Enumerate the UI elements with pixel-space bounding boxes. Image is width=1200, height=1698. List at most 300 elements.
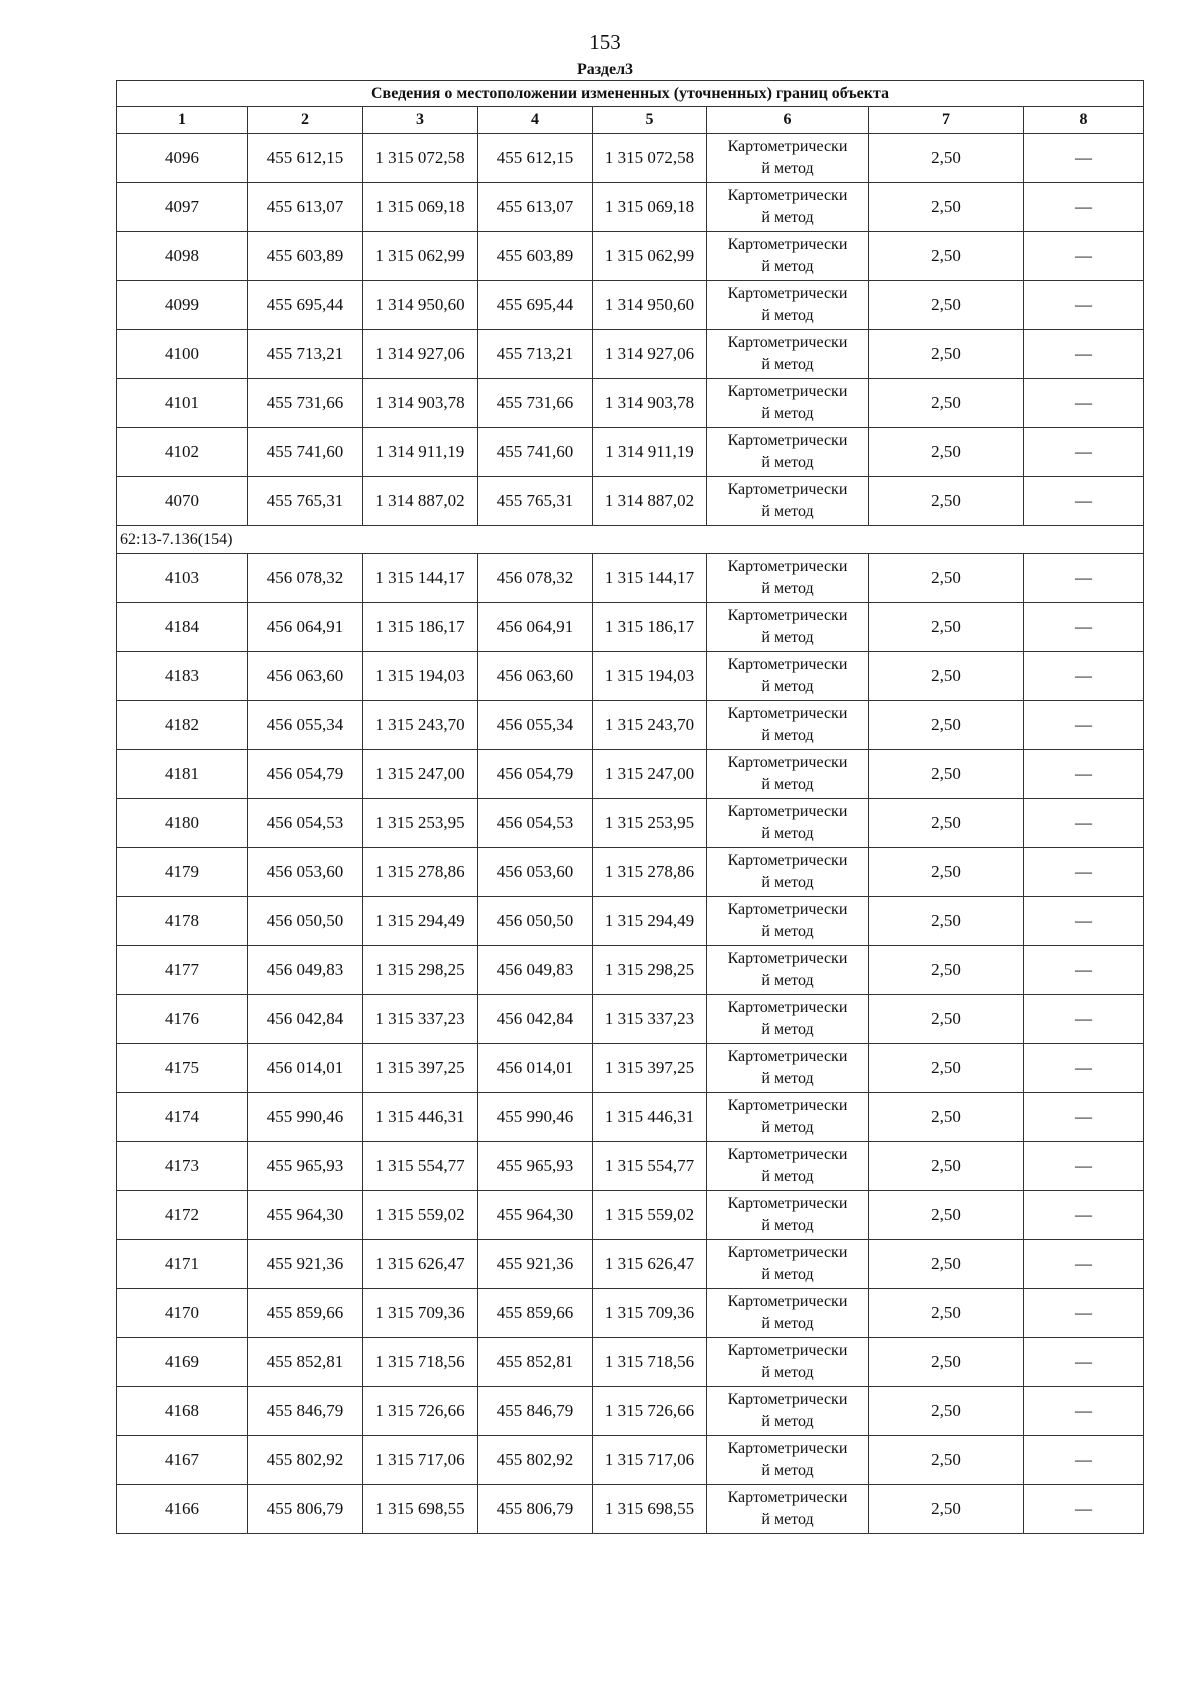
method-line: Картометрически	[727, 1097, 848, 1114]
cell-method	[707, 1338, 869, 1387]
cell-x2: 455 603,89	[478, 232, 593, 281]
cell-accuracy: 2,50	[869, 799, 1024, 848]
cell-x2: 455 921,36	[478, 1240, 593, 1289]
cell-y1: 1 314 911,19	[363, 428, 478, 477]
cell-x2: 455 859,66	[478, 1289, 593, 1338]
cell-method	[707, 1142, 869, 1191]
cell-x2: 456 014,01	[478, 1044, 593, 1093]
method-line: Картометрически	[727, 285, 848, 302]
cell-y1: 1 315 194,03	[363, 652, 478, 701]
cell-point: 4096	[117, 134, 248, 183]
cell-accuracy: 2,50	[869, 1240, 1024, 1289]
cell-x2: 456 050,50	[478, 897, 593, 946]
method-line: Картометрически	[727, 1293, 848, 1310]
cell-method	[707, 1485, 869, 1534]
method-line: й метод	[761, 1217, 814, 1234]
cell-col8: —	[1024, 799, 1144, 848]
cell-x1: 456 054,79	[248, 750, 363, 799]
cell-x2: 455 713,21	[478, 330, 593, 379]
method-line: Картометрически	[727, 754, 848, 771]
method-line: й метод	[761, 258, 814, 275]
cell-col8: —	[1024, 330, 1144, 379]
cell-accuracy: 2,50	[869, 477, 1024, 526]
cell-accuracy: 2,50	[869, 1191, 1024, 1240]
cell-y2: 1 315 718,56	[593, 1338, 707, 1387]
cell-y1: 1 315 397,25	[363, 1044, 478, 1093]
cell-y1: 1 315 072,58	[363, 134, 478, 183]
method-line: Картометрически	[727, 656, 848, 673]
cell-x2: 455 965,93	[478, 1142, 593, 1191]
group-row	[117, 526, 1144, 554]
cell-y2: 1 315 626,47	[593, 1240, 707, 1289]
method-line: й метод	[761, 1070, 814, 1087]
cell-y1: 1 315 446,31	[363, 1093, 478, 1142]
cell-point: 4181	[117, 750, 248, 799]
cell-method	[707, 1436, 869, 1485]
cell-x1: 455 713,21	[248, 330, 363, 379]
cell-y1: 1 314 950,60	[363, 281, 478, 330]
method-line: Картометрически	[727, 383, 848, 400]
method-line: Картометрически	[727, 187, 848, 204]
cell-x1: 456 050,50	[248, 897, 363, 946]
method-line: Картометрически	[727, 481, 848, 498]
method-line: Картометрически	[727, 138, 848, 155]
method-line: Картометрически	[727, 236, 848, 253]
column-number: 3	[363, 107, 478, 134]
cell-y1: 1 315 253,95	[363, 799, 478, 848]
table-row	[117, 701, 1144, 750]
table-row	[117, 281, 1144, 330]
cell-point: 4166	[117, 1485, 248, 1534]
method-line: й метод	[761, 825, 814, 842]
method-line: й метод	[761, 405, 814, 422]
table-row	[117, 946, 1144, 995]
cell-accuracy: 2,50	[869, 330, 1024, 379]
cell-x2: 456 049,83	[478, 946, 593, 995]
cell-y2: 1 315 072,58	[593, 134, 707, 183]
cell-point: 4169	[117, 1338, 248, 1387]
cell-x1: 456 049,83	[248, 946, 363, 995]
table-row	[117, 750, 1144, 799]
cell-point: 4170	[117, 1289, 248, 1338]
cell-point: 4167	[117, 1436, 248, 1485]
cell-point: 4070	[117, 477, 248, 526]
cell-x2: 455 964,30	[478, 1191, 593, 1240]
method-line: Картометрически	[727, 334, 848, 351]
method-line: й метод	[761, 1119, 814, 1136]
cell-x1: 456 063,60	[248, 652, 363, 701]
cell-accuracy: 2,50	[869, 1387, 1024, 1436]
cell-y1: 1 315 069,18	[363, 183, 478, 232]
cell-point: 4103	[117, 554, 248, 603]
cell-y1: 1 315 186,17	[363, 603, 478, 652]
cell-y2: 1 315 554,77	[593, 1142, 707, 1191]
cell-col8: —	[1024, 1191, 1144, 1240]
cell-x2: 456 064,91	[478, 603, 593, 652]
cell-x1: 455 741,60	[248, 428, 363, 477]
table-caption: Сведения о местоположении измененных (уточненных) границ объекта	[117, 81, 1144, 107]
cell-y2: 1 315 709,36	[593, 1289, 707, 1338]
table-row	[117, 799, 1144, 848]
cell-x1: 455 921,36	[248, 1240, 363, 1289]
cell-col8: —	[1024, 750, 1144, 799]
method-line: й метод	[761, 209, 814, 226]
cell-x1: 456 054,53	[248, 799, 363, 848]
cell-method	[707, 1240, 869, 1289]
cell-y1: 1 315 698,55	[363, 1485, 478, 1534]
method-line: й метод	[761, 580, 814, 597]
cell-y1: 1 314 903,78	[363, 379, 478, 428]
cell-y2: 1 315 144,17	[593, 554, 707, 603]
method-line: й метод	[761, 356, 814, 373]
cell-point: 4183	[117, 652, 248, 701]
method-line: й метод	[761, 160, 814, 177]
cell-x2: 456 055,34	[478, 701, 593, 750]
cell-method	[707, 995, 869, 1044]
table-row	[117, 1338, 1144, 1387]
cell-y2: 1 314 887,02	[593, 477, 707, 526]
cell-y2: 1 314 950,60	[593, 281, 707, 330]
cell-point: 4184	[117, 603, 248, 652]
column-number-row	[117, 107, 1144, 134]
table-row	[117, 134, 1144, 183]
cell-col8: —	[1024, 1142, 1144, 1191]
cell-point: 4102	[117, 428, 248, 477]
cell-y1: 1 315 626,47	[363, 1240, 478, 1289]
cell-x1: 456 055,34	[248, 701, 363, 750]
cell-accuracy: 2,50	[869, 1142, 1024, 1191]
table-row	[117, 554, 1144, 603]
cell-accuracy: 2,50	[869, 232, 1024, 281]
cell-col8: —	[1024, 897, 1144, 946]
table-row	[117, 1485, 1144, 1534]
cell-y2: 1 315 069,18	[593, 183, 707, 232]
cell-method	[707, 330, 869, 379]
cell-y1: 1 315 726,66	[363, 1387, 478, 1436]
cell-col8: —	[1024, 603, 1144, 652]
cell-accuracy: 2,50	[869, 1338, 1024, 1387]
cell-y1: 1 315 709,36	[363, 1289, 478, 1338]
cell-y1: 1 315 718,56	[363, 1338, 478, 1387]
cell-method	[707, 799, 869, 848]
cell-method	[707, 897, 869, 946]
cell-x2: 456 042,84	[478, 995, 593, 1044]
cell-method	[707, 1289, 869, 1338]
cell-x1: 455 802,92	[248, 1436, 363, 1485]
cell-y1: 1 315 243,70	[363, 701, 478, 750]
cell-point: 4180	[117, 799, 248, 848]
column-number: 5	[593, 107, 707, 134]
method-line: Картометрически	[727, 558, 848, 575]
cell-method	[707, 750, 869, 799]
table-row	[117, 1387, 1144, 1436]
cell-point: 4172	[117, 1191, 248, 1240]
method-line: й метод	[761, 629, 814, 646]
cell-x2: 455 846,79	[478, 1387, 593, 1436]
cell-col8: —	[1024, 995, 1144, 1044]
cell-y1: 1 315 278,86	[363, 848, 478, 897]
cell-point: 4101	[117, 379, 248, 428]
method-line: й метод	[761, 874, 814, 891]
method-line: Картометрически	[727, 1048, 848, 1065]
cell-col8: —	[1024, 1387, 1144, 1436]
cell-method	[707, 1093, 869, 1142]
cell-x2: 456 053,60	[478, 848, 593, 897]
method-line: Картометрически	[727, 607, 848, 624]
method-line: й метод	[761, 503, 814, 520]
cell-x1: 455 765,31	[248, 477, 363, 526]
cell-col8: —	[1024, 428, 1144, 477]
cell-x1: 455 990,46	[248, 1093, 363, 1142]
cell-col8: —	[1024, 183, 1144, 232]
cell-point: 4173	[117, 1142, 248, 1191]
group-label: 62:13-7.136(154)	[117, 526, 1144, 554]
method-line: й метод	[761, 776, 814, 793]
cell-col8: —	[1024, 1289, 1144, 1338]
method-line: Картометрически	[727, 432, 848, 449]
cell-method	[707, 281, 869, 330]
cell-x1: 455 852,81	[248, 1338, 363, 1387]
cell-col8: —	[1024, 281, 1144, 330]
cell-y2: 1 315 062,99	[593, 232, 707, 281]
cell-accuracy: 2,50	[869, 428, 1024, 477]
method-line: й метод	[761, 923, 814, 940]
table-row	[117, 1289, 1144, 1338]
cell-y2: 1 315 247,00	[593, 750, 707, 799]
cell-col8: —	[1024, 1240, 1144, 1289]
cell-x1: 455 731,66	[248, 379, 363, 428]
cell-col8: —	[1024, 946, 1144, 995]
cell-x2: 456 054,79	[478, 750, 593, 799]
column-number: 4	[478, 107, 593, 134]
cell-x2: 455 806,79	[478, 1485, 593, 1534]
method-line: Картометрически	[727, 901, 848, 918]
cell-x1: 456 014,01	[248, 1044, 363, 1093]
cell-accuracy: 2,50	[869, 1436, 1024, 1485]
cell-x1: 456 078,32	[248, 554, 363, 603]
cell-point: 4176	[117, 995, 248, 1044]
cell-col8: —	[1024, 554, 1144, 603]
page-number: 153	[589, 30, 621, 54]
cell-y1: 1 314 927,06	[363, 330, 478, 379]
cell-method	[707, 134, 869, 183]
cell-y2: 1 315 298,25	[593, 946, 707, 995]
table-row	[117, 1191, 1144, 1240]
method-line: й метод	[761, 1413, 814, 1430]
cell-x1: 455 859,66	[248, 1289, 363, 1338]
cell-x1: 455 613,07	[248, 183, 363, 232]
cell-point: 4175	[117, 1044, 248, 1093]
cell-x2: 455 613,07	[478, 183, 593, 232]
cell-point: 4177	[117, 946, 248, 995]
table-row	[117, 232, 1144, 281]
cell-x1: 455 965,93	[248, 1142, 363, 1191]
cell-col8: —	[1024, 134, 1144, 183]
method-line: Картометрически	[727, 950, 848, 967]
cell-method	[707, 603, 869, 652]
cell-x2: 455 731,66	[478, 379, 593, 428]
method-line: Картометрически	[727, 1489, 848, 1506]
cell-x1: 456 042,84	[248, 995, 363, 1044]
method-line: Картометрически	[727, 1342, 848, 1359]
method-line: й метод	[761, 1168, 814, 1185]
method-line: Картометрически	[727, 1195, 848, 1212]
method-line: й метод	[761, 307, 814, 324]
cell-method	[707, 554, 869, 603]
method-line: Картометрически	[727, 999, 848, 1016]
cell-x1: 455 806,79	[248, 1485, 363, 1534]
cell-y1: 1 315 337,23	[363, 995, 478, 1044]
column-number: 8	[1024, 107, 1144, 134]
table-row	[117, 995, 1144, 1044]
table-caption-row	[117, 81, 1144, 107]
column-number: 2	[248, 107, 363, 134]
cell-x2: 455 741,60	[478, 428, 593, 477]
cell-y2: 1 315 194,03	[593, 652, 707, 701]
cell-x2: 455 852,81	[478, 1338, 593, 1387]
column-number: 1	[117, 107, 248, 134]
cell-point: 4097	[117, 183, 248, 232]
cell-x1: 456 053,60	[248, 848, 363, 897]
cell-y1: 1 315 247,00	[363, 750, 478, 799]
table-row	[117, 1142, 1144, 1191]
cell-x2: 455 802,92	[478, 1436, 593, 1485]
cell-y2: 1 314 903,78	[593, 379, 707, 428]
cell-accuracy: 2,50	[869, 946, 1024, 995]
cell-accuracy: 2,50	[869, 554, 1024, 603]
method-line: й метод	[761, 972, 814, 989]
cell-accuracy: 2,50	[869, 1485, 1024, 1534]
cell-y1: 1 314 887,02	[363, 477, 478, 526]
cell-y2: 1 315 253,95	[593, 799, 707, 848]
cell-accuracy: 2,50	[869, 183, 1024, 232]
cell-y1: 1 315 294,49	[363, 897, 478, 946]
cell-y2: 1 315 186,17	[593, 603, 707, 652]
method-line: Картометрически	[727, 803, 848, 820]
method-line: й метод	[761, 1266, 814, 1283]
cell-y2: 1 314 927,06	[593, 330, 707, 379]
column-number: 7	[869, 107, 1024, 134]
cell-col8: —	[1024, 652, 1144, 701]
cell-method	[707, 183, 869, 232]
cell-col8: —	[1024, 379, 1144, 428]
cell-point: 4171	[117, 1240, 248, 1289]
cell-y2: 1 315 726,66	[593, 1387, 707, 1436]
coordinates-table	[116, 80, 1144, 1534]
cell-accuracy: 2,50	[869, 134, 1024, 183]
table-row	[117, 477, 1144, 526]
method-line: й метод	[761, 454, 814, 471]
cell-y2: 1 315 446,31	[593, 1093, 707, 1142]
cell-point: 4100	[117, 330, 248, 379]
cell-col8: —	[1024, 848, 1144, 897]
cell-x1: 456 064,91	[248, 603, 363, 652]
cell-y2: 1 315 559,02	[593, 1191, 707, 1240]
cell-point: 4098	[117, 232, 248, 281]
table-row	[117, 428, 1144, 477]
cell-y2: 1 315 397,25	[593, 1044, 707, 1093]
cell-col8: —	[1024, 477, 1144, 526]
cell-point: 4178	[117, 897, 248, 946]
cell-method	[707, 379, 869, 428]
table-row	[117, 379, 1144, 428]
cell-point: 4179	[117, 848, 248, 897]
cell-y1: 1 315 554,77	[363, 1142, 478, 1191]
cell-col8: —	[1024, 1485, 1144, 1534]
cell-point: 4099	[117, 281, 248, 330]
table-row	[117, 1044, 1144, 1093]
cell-col8: —	[1024, 701, 1144, 750]
table-row	[117, 183, 1144, 232]
cell-accuracy: 2,50	[869, 1289, 1024, 1338]
cell-method	[707, 1191, 869, 1240]
cell-x1: 455 846,79	[248, 1387, 363, 1436]
table-row	[117, 652, 1144, 701]
cell-point: 4168	[117, 1387, 248, 1436]
method-line: Картометрически	[727, 1244, 848, 1261]
cell-y2: 1 315 698,55	[593, 1485, 707, 1534]
cell-method	[707, 946, 869, 995]
table-row	[117, 848, 1144, 897]
method-line: й метод	[761, 1315, 814, 1332]
cell-x2: 455 695,44	[478, 281, 593, 330]
cell-method	[707, 701, 869, 750]
cell-y2: 1 315 337,23	[593, 995, 707, 1044]
method-line: Картометрически	[727, 705, 848, 722]
cell-y2: 1 315 243,70	[593, 701, 707, 750]
method-line: Картометрически	[727, 852, 848, 869]
method-line: й метод	[761, 1511, 814, 1528]
cell-x1: 455 603,89	[248, 232, 363, 281]
cell-y2: 1 315 278,86	[593, 848, 707, 897]
cell-accuracy: 2,50	[869, 995, 1024, 1044]
method-line: Картометрически	[727, 1146, 848, 1163]
table-row	[117, 330, 1144, 379]
method-line: Картометрически	[727, 1391, 848, 1408]
cell-point: 4182	[117, 701, 248, 750]
table-row	[117, 1436, 1144, 1485]
cell-accuracy: 2,50	[869, 281, 1024, 330]
cell-accuracy: 2,50	[869, 603, 1024, 652]
cell-col8: —	[1024, 232, 1144, 281]
cell-method	[707, 848, 869, 897]
cell-y1: 1 315 717,06	[363, 1436, 478, 1485]
cell-y2: 1 314 911,19	[593, 428, 707, 477]
method-line: й метод	[761, 678, 814, 695]
cell-accuracy: 2,50	[869, 652, 1024, 701]
cell-x2: 456 054,53	[478, 799, 593, 848]
cell-col8: —	[1024, 1044, 1144, 1093]
cell-y1: 1 315 144,17	[363, 554, 478, 603]
cell-accuracy: 2,50	[869, 1093, 1024, 1142]
cell-x1: 455 695,44	[248, 281, 363, 330]
cell-accuracy: 2,50	[869, 750, 1024, 799]
cell-x2: 455 612,15	[478, 134, 593, 183]
cell-x2: 456 078,32	[478, 554, 593, 603]
cell-accuracy: 2,50	[869, 379, 1024, 428]
cell-col8: —	[1024, 1093, 1144, 1142]
table-row	[117, 603, 1144, 652]
cell-x2: 456 063,60	[478, 652, 593, 701]
cell-x2: 455 765,31	[478, 477, 593, 526]
method-line: Картометрически	[727, 1440, 848, 1457]
cell-y1: 1 315 298,25	[363, 946, 478, 995]
cell-accuracy: 2,50	[869, 701, 1024, 750]
cell-y2: 1 315 294,49	[593, 897, 707, 946]
cell-y1: 1 315 559,02	[363, 1191, 478, 1240]
cell-x1: 455 612,15	[248, 134, 363, 183]
table-row	[117, 1240, 1144, 1289]
